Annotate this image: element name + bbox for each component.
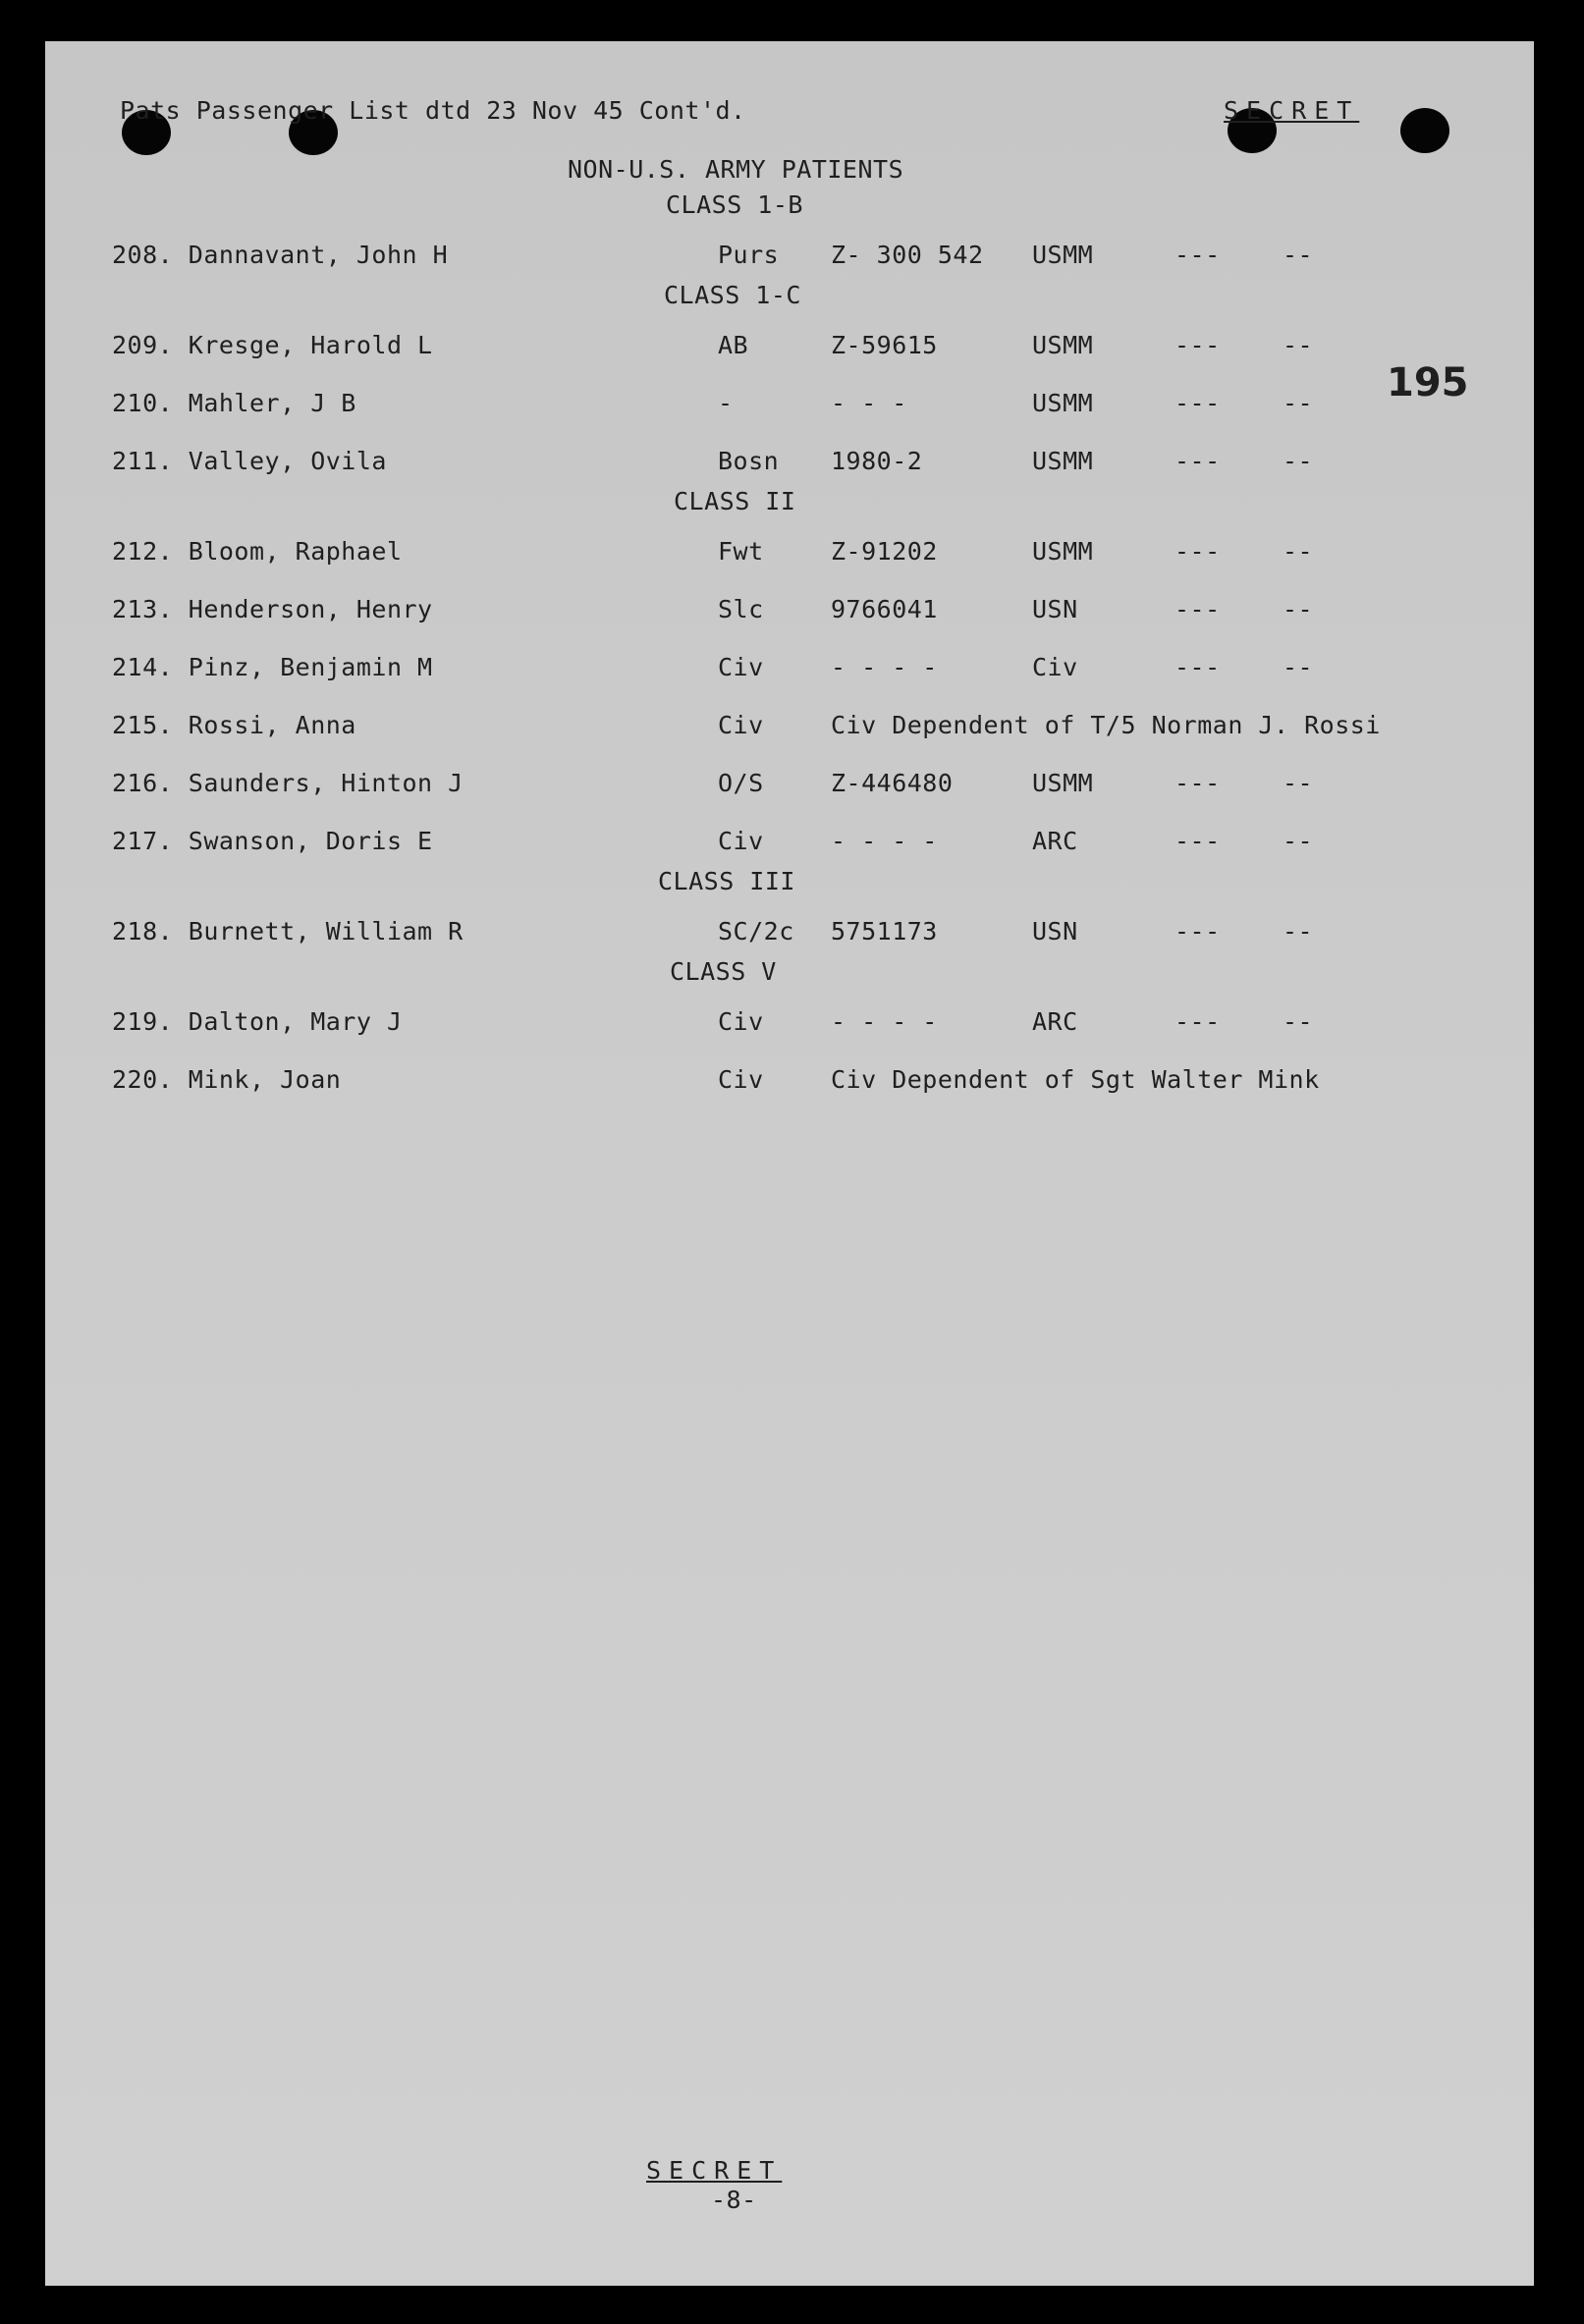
dash-cell: -- (1283, 1007, 1314, 1036)
class-heading: CLASS V (670, 957, 777, 986)
list-row (45, 829, 1534, 858)
document-page (45, 41, 1534, 2286)
passenger-name: Rossi, Anna (188, 711, 356, 739)
service-number-cell: Z-91202 (831, 537, 938, 566)
entry-number: 212. (112, 537, 174, 566)
document-title: NON-U.S. ARMY PATIENTS (568, 155, 904, 184)
organization-cell: Civ (1032, 653, 1078, 681)
list-row (45, 243, 1534, 272)
service-number-cell: 9766041 (831, 595, 938, 623)
header-classification: SECRET (1224, 96, 1360, 125)
passenger-entry (112, 1067, 341, 1092)
entry-number: 209. (112, 331, 174, 359)
entry-number: 214. (112, 653, 174, 681)
passenger-name: Henderson, Henry (188, 595, 433, 623)
passenger-name: Burnett, William R (188, 917, 464, 946)
passenger-name: Mahler, J B (188, 389, 356, 417)
list-row (45, 771, 1534, 800)
entry-number: 220. (112, 1065, 174, 1094)
entry-number: 216. (112, 769, 174, 797)
punch-hole (1400, 108, 1449, 153)
organization-cell: USN (1032, 595, 1078, 623)
rank-cell: Civ (718, 1007, 764, 1036)
organization-cell: USMM (1032, 389, 1094, 417)
organization-cell: USMM (1032, 241, 1094, 269)
service-number-cell: - - - (831, 389, 907, 417)
header-list-title: Pats Passenger List dtd 23 Nov 45 Cont'd. (120, 96, 746, 125)
dash-cell: --- (1174, 241, 1221, 269)
service-number-cell: Z-59615 (831, 331, 938, 359)
organization-cell: USMM (1032, 331, 1094, 359)
list-row (45, 1009, 1534, 1039)
class-heading: CLASS 1-B (666, 190, 803, 219)
dash-cell: --- (1174, 653, 1221, 681)
dash-cell: --- (1174, 447, 1221, 475)
class-heading: CLASS II (674, 487, 796, 515)
list-row (45, 539, 1534, 568)
dash-cell: -- (1283, 827, 1314, 855)
rank-cell: - (718, 389, 734, 417)
passenger-name: Kresge, Harold L (188, 331, 433, 359)
passenger-entry (112, 829, 433, 853)
passenger-entry (112, 713, 356, 737)
list-row (45, 449, 1534, 478)
dash-cell: --- (1174, 331, 1221, 359)
rank-cell: Purs (718, 241, 780, 269)
passenger-name: Pinz, Benjamin M (188, 653, 433, 681)
passenger-name: Swanson, Doris E (188, 827, 433, 855)
rank-cell: Civ (718, 827, 764, 855)
dash-cell: --- (1174, 917, 1221, 946)
passenger-entry (112, 391, 356, 415)
entry-number: 210. (112, 389, 174, 417)
passenger-entry (112, 655, 433, 679)
passenger-name: Valley, Ovila (188, 447, 387, 475)
dash-cell: -- (1283, 653, 1314, 681)
entry-number: 208. (112, 241, 174, 269)
organization-cell: ARC (1032, 1007, 1078, 1036)
rank-cell: Civ (718, 1065, 764, 1094)
footer-page-number: -8- (711, 2186, 757, 2214)
passenger-entry (112, 333, 433, 357)
passenger-entry (112, 771, 464, 795)
list-row (45, 597, 1534, 626)
list-row (45, 655, 1534, 684)
entry-number: 215. (112, 711, 174, 739)
stamped-page-number: 195 (1387, 360, 1469, 405)
passenger-entry (112, 539, 403, 564)
service-number-cell: - - - - (831, 653, 938, 681)
passenger-entry (112, 449, 387, 473)
dash-cell: --- (1174, 595, 1221, 623)
dash-cell: -- (1283, 447, 1314, 475)
organization-cell: USMM (1032, 769, 1094, 797)
list-row (45, 713, 1534, 742)
passenger-name: Mink, Joan (188, 1065, 342, 1094)
rank-cell: Bosn (718, 447, 780, 475)
dash-cell: --- (1174, 1007, 1221, 1036)
entry-number: 218. (112, 917, 174, 946)
entry-number: 213. (112, 595, 174, 623)
service-number-cell: 1980-2 (831, 447, 923, 475)
service-number-cell: - - - - (831, 1007, 938, 1036)
footer-classification: SECRET (646, 2156, 783, 2185)
list-row (45, 1067, 1534, 1097)
dash-cell: -- (1283, 331, 1314, 359)
service-number-cell: - - - - (831, 827, 938, 855)
dependent-note: Civ Dependent of Sgt Walter Mink (831, 1065, 1320, 1094)
list-row (45, 333, 1534, 362)
rank-cell: Slc (718, 595, 764, 623)
passenger-entry (112, 243, 448, 267)
entry-number: 217. (112, 827, 174, 855)
dash-cell: --- (1174, 769, 1221, 797)
rank-cell: Civ (718, 711, 764, 739)
dependent-note: Civ Dependent of T/5 Norman J. Rossi (831, 711, 1381, 739)
service-number-cell: Z-446480 (831, 769, 954, 797)
dash-cell: -- (1283, 389, 1314, 417)
entry-number: 211. (112, 447, 174, 475)
passenger-entry (112, 597, 433, 622)
dash-cell: --- (1174, 389, 1221, 417)
list-row (45, 919, 1534, 948)
passenger-name: Bloom, Raphael (188, 537, 403, 566)
dash-cell: --- (1174, 827, 1221, 855)
passenger-name: Dannavant, John H (188, 241, 449, 269)
organization-cell: USN (1032, 917, 1078, 946)
rank-cell: Fwt (718, 537, 764, 566)
rank-cell: O/S (718, 769, 764, 797)
passenger-entry (112, 919, 464, 944)
service-number-cell: Z- 300 542 (831, 241, 984, 269)
class-heading: CLASS 1-C (664, 281, 801, 309)
rank-cell: Civ (718, 653, 764, 681)
dash-cell: -- (1283, 917, 1314, 946)
list-row (45, 391, 1534, 420)
organization-cell: ARC (1032, 827, 1078, 855)
rank-cell: AB (718, 331, 749, 359)
class-heading: CLASS III (658, 867, 795, 895)
passenger-name: Saunders, Hinton J (188, 769, 464, 797)
organization-cell: USMM (1032, 537, 1094, 566)
passenger-name: Dalton, Mary J (188, 1007, 403, 1036)
dash-cell: -- (1283, 595, 1314, 623)
organization-cell: USMM (1032, 447, 1094, 475)
dash-cell: --- (1174, 537, 1221, 566)
service-number-cell: 5751173 (831, 917, 938, 946)
dash-cell: -- (1283, 241, 1314, 269)
passenger-entry (112, 1009, 403, 1034)
entry-number: 219. (112, 1007, 174, 1036)
rank-cell: SC/2c (718, 917, 794, 946)
dash-cell: -- (1283, 769, 1314, 797)
dash-cell: -- (1283, 537, 1314, 566)
